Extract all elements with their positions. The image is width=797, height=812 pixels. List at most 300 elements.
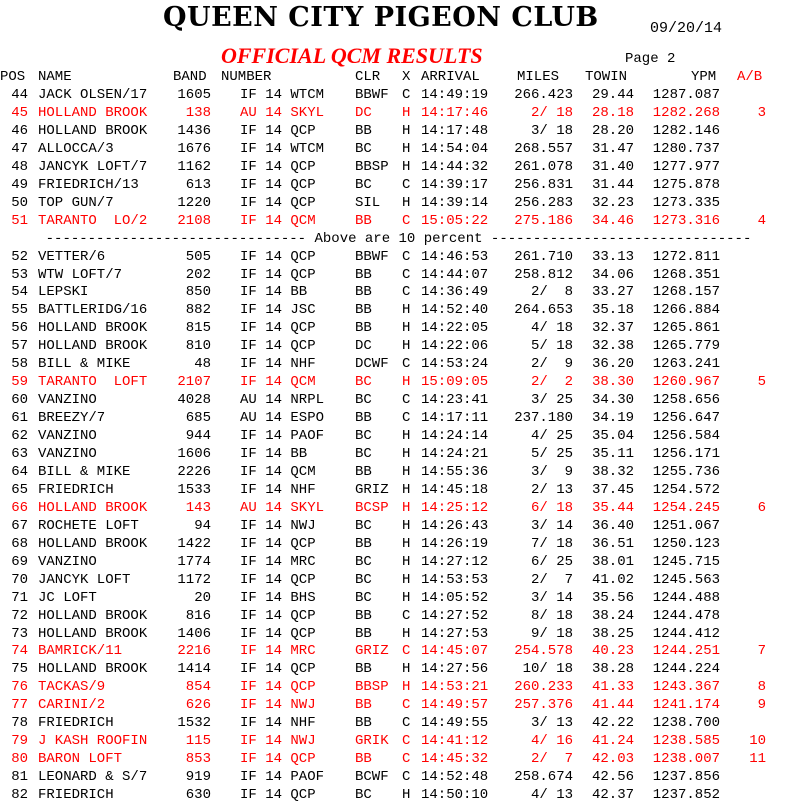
cell-clr: DC [355, 338, 372, 355]
cell-band: 1414 [177, 661, 211, 678]
cell-ypm: 1255.736 [652, 463, 720, 480]
cell-x: C [402, 87, 411, 103]
cell-pos: 67 [11, 517, 28, 534]
cell-miles: 2/ 7 [530, 571, 573, 588]
cell-band: 20 [194, 589, 211, 606]
cell-ab: 5 [757, 374, 766, 391]
cell-clr: BB [355, 410, 372, 427]
cell-name: BARON LOFT [38, 751, 123, 768]
cell-x: H [402, 104, 411, 121]
cell-pos: 53 [11, 266, 28, 283]
cell-x: C [402, 607, 411, 624]
cell-pos: 76 [11, 679, 28, 696]
cell-name: ALLOCCA/3 [38, 140, 114, 157]
cell-miles: 260.233 [514, 679, 573, 696]
cell-x: C [402, 751, 411, 768]
cell-arrival: 14:17:48 [421, 122, 489, 139]
cell-arrival: 14:53:24 [421, 356, 489, 373]
cell-band: 944 [185, 428, 211, 445]
cell-band: 630 [185, 787, 211, 804]
cell-arrival: 14:44:07 [421, 266, 489, 283]
cell-band: 815 [185, 320, 211, 337]
cell-towin: 31.40 [591, 158, 634, 175]
cell-clr: BB [355, 212, 372, 229]
cell-x: H [402, 571, 411, 588]
cell-clr: BB [355, 535, 372, 552]
cell-arrival: 14:17:46 [421, 104, 489, 121]
cell-towin: 28.20 [591, 122, 634, 139]
cell-clr: BB [355, 715, 372, 732]
cell-name: FRIEDRICH [38, 715, 114, 732]
cell-towin: 37.45 [591, 481, 634, 498]
cell-band: 1532 [177, 715, 211, 732]
cell-ypm: 1244.224 [652, 661, 720, 678]
cell-name: HOLLAND BROOK [38, 122, 148, 139]
cell-clr: BCSP [355, 499, 389, 516]
cell-name: BAMRICK/11 [38, 643, 123, 660]
cell-name: HOLLAND BROOK [38, 499, 148, 516]
cell-clr: BB [355, 751, 372, 768]
cell-pos: 54 [11, 284, 28, 301]
cell-towin: 28.18 [591, 104, 634, 121]
cell-arrival: 14:44:32 [421, 158, 489, 175]
cell-number: IF 14 QCP [240, 751, 316, 768]
cell-towin: 41.02 [591, 571, 634, 588]
cell-number: IF 14 NHF [240, 715, 316, 732]
cell-name: JC LOFT [38, 589, 97, 606]
page-number: Page 2 [625, 51, 676, 67]
cell-x: H [402, 428, 411, 445]
cell-ab: 11 [749, 751, 766, 768]
cell-arrival: 14:24:14 [421, 428, 489, 445]
cell-arrival: 14:54:04 [421, 140, 489, 157]
cell-miles: 268.557 [514, 140, 573, 157]
cell-pos: 59 [11, 374, 28, 391]
cell-towin: 35.11 [591, 446, 634, 462]
cell-name: HOLLAND BROOK [38, 320, 148, 337]
cell-band: 143 [185, 499, 211, 516]
cell-ypm: 1238.700 [652, 715, 720, 732]
cell-arrival: 14:22:05 [421, 320, 489, 337]
cell-arrival: 14:55:36 [421, 463, 489, 480]
cell-ypm: 1251.067 [652, 517, 720, 534]
cell-name: BILL & MIKE [38, 356, 131, 373]
cell-x: C [402, 643, 411, 660]
cell-ypm: 1287.087 [652, 87, 720, 103]
cell-clr: BC [355, 446, 372, 462]
cell-pos: 79 [11, 733, 28, 750]
cell-ab: 3 [757, 104, 766, 121]
cell-ypm: 1282.146 [652, 122, 720, 139]
cell-x: H [402, 194, 411, 211]
col-band: BAND [173, 69, 207, 85]
cell-arrival: 14:53:53 [421, 571, 489, 588]
cell-clr: BB [355, 661, 372, 678]
cell-miles: 2/ 7 [530, 751, 573, 768]
cell-miles: 3/ 14 [530, 517, 573, 534]
cell-name: HOLLAND BROOK [38, 625, 148, 642]
cell-name: VANZINO [38, 392, 97, 409]
cell-x: C [402, 392, 411, 409]
cell-x: H [402, 661, 411, 678]
cell-x: H [402, 553, 411, 570]
cell-band: 1162 [177, 158, 211, 175]
cell-ypm: 1237.856 [652, 769, 720, 786]
cell-ypm: 1238.585 [652, 733, 720, 750]
cell-arrival: 15:05:22 [421, 212, 489, 229]
cell-number: IF 14 WTCM [240, 140, 325, 157]
cell-miles: 3/ 25 [530, 392, 573, 409]
cell-name: LEONARD & S/7 [38, 769, 148, 786]
cell-arrival: 14:45:32 [421, 751, 489, 768]
cell-pos: 71 [11, 589, 28, 606]
cell-band: 2107 [177, 374, 211, 391]
cell-band: 1605 [177, 87, 211, 103]
cell-clr: BB [355, 266, 372, 283]
cell-miles: 10/ 18 [522, 661, 573, 678]
cell-ypm: 1254.572 [652, 481, 720, 498]
cell-name: TOP GUN/7 [38, 194, 114, 211]
cell-towin: 32.38 [591, 338, 634, 355]
cell-ypm: 1265.861 [652, 320, 720, 337]
cell-arrival: 14:25:12 [421, 499, 489, 516]
cell-towin: 38.28 [591, 661, 634, 678]
cell-ypm: 1277.977 [652, 158, 720, 175]
cell-arrival: 14:49:55 [421, 715, 489, 732]
cell-pos: 77 [11, 697, 28, 714]
cell-name: HOLLAND BROOK [38, 607, 148, 624]
cell-number: IF 14 BB [240, 284, 308, 301]
col-miles: MILES [517, 69, 560, 85]
cell-arrival: 14:26:43 [421, 517, 489, 534]
cell-clr: SIL [355, 194, 381, 211]
cell-number: AU 14 ESPO [240, 410, 325, 427]
cell-pos: 58 [11, 356, 28, 373]
cell-miles: 256.831 [514, 176, 573, 193]
cell-number: IF 14 QCP [240, 338, 316, 355]
results-subtitle: OFFICIAL QCM RESULTS [221, 43, 483, 68]
cell-towin: 41.24 [591, 733, 634, 750]
cell-towin: 42.37 [591, 787, 634, 804]
cell-x: H [402, 374, 411, 391]
cell-towin: 40.23 [591, 643, 634, 660]
cell-x: H [402, 140, 411, 157]
cell-ypm: 1256.584 [652, 428, 720, 445]
cell-arrival: 14:49:19 [421, 87, 489, 103]
cell-arrival: 14:27:52 [421, 607, 489, 624]
cell-miles: 3/ 13 [530, 715, 573, 732]
cell-number: IF 14 QCM [240, 212, 316, 229]
cell-miles: 257.376 [514, 697, 573, 714]
cell-towin: 34.30 [591, 392, 634, 409]
cell-name: TARANTO LOFT [38, 374, 148, 391]
cell-band: 613 [185, 176, 211, 193]
cell-arrival: 14:41:12 [421, 733, 489, 750]
cell-pos: 44 [11, 87, 28, 103]
cell-number: IF 14 NHF [240, 481, 316, 498]
cell-arrival: 14:27:12 [421, 553, 489, 570]
cell-x: H [402, 446, 411, 462]
cell-clr: BB [355, 320, 372, 337]
cell-number: IF 14 WTCM [240, 87, 325, 103]
cell-x: C [402, 715, 411, 732]
cell-ab: 6 [757, 499, 766, 516]
cell-number: IF 14 QCM [240, 374, 316, 391]
cell-name: LEPSKI [38, 284, 89, 301]
cell-x: C [402, 284, 411, 301]
cell-miles: 6/ 25 [530, 553, 573, 570]
cell-name: VANZINO [38, 446, 97, 462]
cell-number: IF 14 QCP [240, 607, 316, 624]
cell-x: H [402, 338, 411, 355]
cell-band: 1676 [177, 140, 211, 157]
cell-ab: 10 [749, 733, 766, 750]
cell-miles: 4/ 18 [530, 320, 573, 337]
cell-band: 1172 [177, 571, 211, 588]
cell-ypm: 1245.715 [652, 553, 720, 570]
cell-ab: 7 [757, 643, 766, 660]
cell-number: IF 14 QCP [240, 194, 316, 211]
cell-band: 4028 [177, 392, 211, 409]
cell-miles: 8/ 18 [530, 607, 573, 624]
cell-band: 2216 [177, 643, 211, 660]
cell-number: IF 14 QCP [240, 320, 316, 337]
cell-miles: 2/ 9 [530, 356, 573, 373]
cell-band: 2226 [177, 463, 211, 480]
cell-x: H [402, 589, 411, 606]
cell-pos: 74 [11, 643, 28, 660]
cell-x: C [402, 212, 411, 229]
col-ab: A/B [737, 69, 763, 85]
cell-number: IF 14 QCP [240, 158, 316, 175]
cell-ypm: 1244.412 [652, 625, 720, 642]
cell-number: IF 14 PAOF [240, 428, 325, 445]
cell-ypm: 1258.656 [652, 392, 720, 409]
cell-towin: 38.32 [591, 463, 634, 480]
cell-x: C [402, 697, 411, 714]
cell-pos: 81 [11, 769, 28, 786]
cell-clr: DCWF [355, 356, 389, 373]
cell-band: 816 [185, 607, 211, 624]
cell-ypm: 1238.007 [652, 751, 720, 768]
cell-name: BREEZY/7 [38, 410, 106, 427]
cell-towin: 41.33 [591, 679, 634, 696]
cell-clr: BBSP [355, 158, 389, 175]
cell-arrival: 14:45:18 [421, 481, 489, 498]
cell-number: IF 14 BHS [240, 589, 316, 606]
cell-x: H [402, 517, 411, 534]
cell-number: IF 14 JSC [240, 302, 316, 319]
cell-name: JANCYK LOFT/7 [38, 158, 148, 175]
cell-miles: 254.578 [514, 643, 573, 660]
cell-band: 505 [185, 248, 211, 265]
cell-pos: 78 [11, 715, 28, 732]
cell-x: H [402, 122, 411, 139]
cell-arrival: 14:27:56 [421, 661, 489, 678]
cell-ypm: 1243.367 [652, 679, 720, 696]
cell-band: 1220 [177, 194, 211, 211]
cell-name: HOLLAND BROOK [38, 338, 148, 355]
cell-pos: 50 [11, 194, 28, 211]
cell-number: IF 14 QCP [240, 122, 316, 139]
cell-number: IF 14 QCP [240, 266, 316, 283]
col-name: NAME [38, 69, 72, 85]
cell-ypm: 1272.811 [652, 248, 720, 265]
cell-band: 882 [185, 302, 211, 319]
cell-pos: 49 [11, 176, 28, 193]
cell-pos: 66 [11, 499, 28, 516]
cell-miles: 9/ 18 [530, 625, 573, 642]
cell-x: H [402, 499, 411, 516]
cell-clr: BC [355, 589, 372, 606]
cell-miles: 3/ 14 [530, 589, 573, 606]
cell-name: FRIEDRICH [38, 481, 114, 498]
cell-ypm: 1273.316 [652, 212, 720, 229]
cell-ab: 4 [757, 212, 766, 229]
cell-arrival: 14:50:10 [421, 787, 489, 804]
cell-ypm: 1273.335 [652, 194, 720, 211]
cell-ab: 8 [757, 679, 766, 696]
cell-clr: GRIZ [355, 481, 389, 498]
cell-miles: 261.078 [514, 158, 573, 175]
cell-arrival: 14:46:53 [421, 248, 489, 265]
col-number: NUMBER [221, 69, 272, 85]
cell-pos: 47 [11, 140, 28, 157]
cell-miles: 264.653 [514, 302, 573, 319]
cell-name: VANZINO [38, 553, 97, 570]
cell-band: 810 [185, 338, 211, 355]
cell-ypm: 1254.245 [652, 499, 720, 516]
cell-ab: 9 [757, 697, 766, 714]
cell-towin: 35.04 [591, 428, 634, 445]
cell-miles: 6/ 18 [530, 499, 573, 516]
cell-towin: 34.46 [591, 212, 634, 229]
cell-towin: 31.44 [591, 176, 634, 193]
cell-pos: 46 [11, 122, 28, 139]
cell-x: C [402, 733, 411, 750]
cell-towin: 36.51 [591, 535, 634, 552]
cell-pos: 73 [11, 625, 28, 642]
cell-name: ROCHETE LOFT [38, 517, 139, 534]
cell-clr: BB [355, 122, 372, 139]
cell-number: IF 14 QCP [240, 571, 316, 588]
cell-number: AU 14 SKYL [240, 104, 325, 121]
cell-number: IF 14 QCP [240, 625, 316, 642]
cell-band: 115 [185, 733, 211, 750]
cell-x: H [402, 320, 411, 337]
cell-clr: BB [355, 463, 372, 480]
cell-number: IF 14 QCP [240, 787, 316, 804]
cell-miles: 5/ 25 [530, 446, 573, 462]
cell-miles: 2/ 2 [530, 374, 573, 391]
cell-clr: BC [355, 517, 372, 534]
cell-number: AU 14 NRPL [240, 392, 325, 409]
cell-towin: 42.22 [591, 715, 634, 732]
cell-miles: 237.180 [514, 410, 573, 427]
cell-clr: DC [355, 104, 372, 121]
cell-pos: 51 [11, 212, 28, 229]
cell-miles: 5/ 18 [530, 338, 573, 355]
cell-ypm: 1282.268 [652, 104, 720, 121]
cell-pos: 45 [11, 104, 28, 121]
cell-miles: 256.283 [514, 194, 573, 211]
cell-x: H [402, 158, 411, 175]
cell-x: H [402, 625, 411, 642]
cell-arrival: 14:45:07 [421, 643, 489, 660]
cell-ypm: 1280.737 [652, 140, 720, 157]
cell-towin: 36.40 [591, 517, 634, 534]
cell-clr: BC [355, 392, 372, 409]
cell-band: 854 [185, 679, 211, 696]
cell-number: IF 14 QCP [240, 248, 316, 265]
cell-pos: 61 [11, 410, 28, 427]
cell-band: 1533 [177, 481, 211, 498]
cell-arrival: 14:26:19 [421, 535, 489, 552]
cell-number: IF 14 MRC [240, 553, 316, 570]
cell-pos: 52 [11, 248, 28, 265]
cell-name: FRIEDRICH/13 [38, 176, 139, 193]
cell-clr: BC [355, 428, 372, 445]
cell-ypm: 1265.779 [652, 338, 720, 355]
cell-pos: 82 [11, 787, 28, 804]
cell-pos: 65 [11, 481, 28, 498]
cell-pos: 80 [11, 751, 28, 768]
cell-miles: 266.423 [514, 87, 573, 103]
cell-pos: 60 [11, 392, 28, 409]
cell-pos: 68 [11, 535, 28, 552]
cell-towin: 35.18 [591, 302, 634, 319]
cell-towin: 35.56 [591, 589, 634, 606]
cell-towin: 29.44 [591, 87, 634, 103]
cell-arrival: 14:39:14 [421, 194, 489, 211]
cell-miles: 7/ 18 [530, 535, 573, 552]
cell-towin: 31.47 [591, 140, 634, 157]
cell-name: TARANTO LO/2 [38, 212, 148, 229]
cell-arrival: 14:36:49 [421, 284, 489, 301]
cell-name: HOLLAND BROOK [38, 661, 148, 678]
cell-name: HOLLAND BROOK [38, 104, 148, 121]
cell-miles: 3/ 9 [530, 463, 573, 480]
cell-number: IF 14 QCP [240, 176, 316, 193]
cell-towin: 42.03 [591, 751, 634, 768]
cell-arrival: 14:39:17 [421, 176, 489, 193]
cell-pos: 75 [11, 661, 28, 678]
cell-name: CARINI/2 [38, 697, 106, 714]
col-x: X [402, 69, 411, 85]
cell-towin: 34.06 [591, 266, 634, 283]
cell-ypm: 1268.157 [652, 284, 720, 301]
col-clr: CLR [355, 69, 381, 85]
cell-number: IF 14 NHF [240, 356, 316, 373]
cell-arrival: 14:53:21 [421, 679, 489, 696]
cell-ypm: 1244.251 [652, 643, 720, 660]
cell-name: BILL & MIKE [38, 463, 131, 480]
cell-arrival: 14:27:53 [421, 625, 489, 642]
cell-miles: 4/ 25 [530, 428, 573, 445]
cell-band: 202 [185, 266, 211, 283]
cell-clr: BC [355, 787, 372, 804]
cell-ypm: 1256.647 [652, 410, 720, 427]
cell-towin: 33.13 [591, 248, 634, 265]
cell-ypm: 1263.241 [652, 356, 720, 373]
cell-pos: 55 [11, 302, 28, 319]
cell-clr: BCWF [355, 769, 389, 786]
cell-arrival: 14:52:40 [421, 302, 489, 319]
cell-miles: 258.674 [514, 769, 573, 786]
cell-pos: 72 [11, 607, 28, 624]
cell-pos: 56 [11, 320, 28, 337]
cell-x: H [402, 535, 411, 552]
